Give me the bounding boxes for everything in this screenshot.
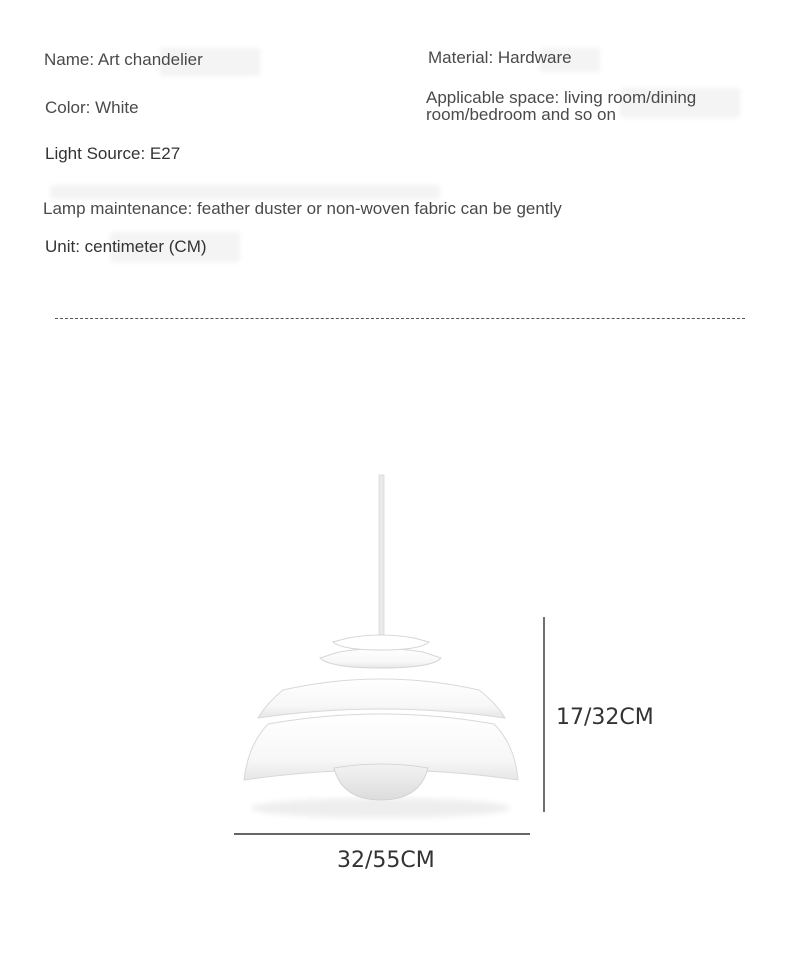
spec-name: Name: Art chandelier	[44, 50, 203, 69]
spec-material: Material: Hardware	[428, 48, 572, 67]
ghost-artifact	[50, 185, 440, 199]
spec-maintenance: Lamp maintenance: feather duster or non-woven fabric can be gently	[43, 199, 562, 218]
lamp-middle-shade	[258, 679, 505, 718]
lamp-top-cap	[333, 635, 429, 650]
lamp-upper-tier	[320, 649, 441, 669]
lamp-shadow	[251, 798, 511, 818]
lamp-bulb	[334, 764, 428, 800]
dashed-divider	[55, 318, 745, 319]
height-dimension-label: 17/32CM	[556, 705, 654, 730]
spec-color: Color: White	[45, 98, 139, 117]
width-dimension-label: 32/55CM	[337, 848, 435, 873]
pendant-lamp-diagram	[220, 470, 680, 890]
spec-light-source: Light Source: E27	[45, 144, 181, 163]
lamp-cord	[379, 475, 384, 635]
spec-unit: Unit: centimeter (CM)	[45, 237, 207, 256]
spec-applicable-space: Applicable space: living room/dining room/bedroom and so on	[426, 88, 697, 124]
